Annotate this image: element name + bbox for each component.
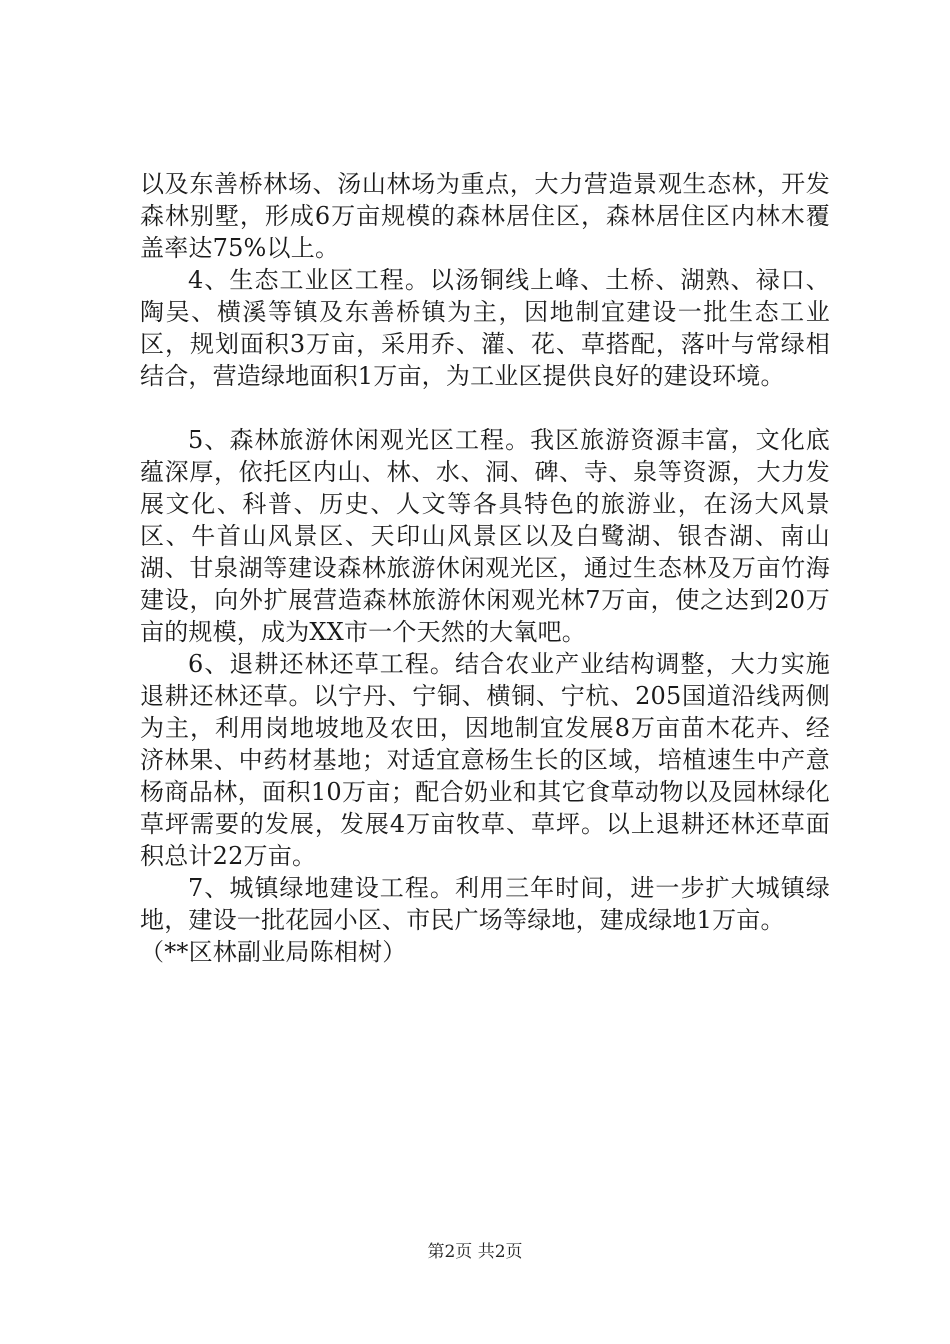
paragraph-item-7: 7、城镇绿地建设工程。利用三年时间，进一步扩大城镇绿地，建设一批花园小区、市民广场等绿地，建成绿地1万亩。 [140, 874, 830, 934]
paragraph-continuation: 以及东善桥林场、汤山林场为重点，大力营造景观生态林，开发森林别墅，形成6万亩规模的森林居住区，森林居住区内林木覆盖率达75%以上。 [140, 170, 830, 262]
page-footer [0, 1240, 950, 1264]
paragraph-item-5: 5、森林旅游休闲观光区工程。我区旅游资源丰富，文化底蕴深厚，依托区内山、林、水、洞、碑、寺、泉等资源，大力发展文化、科普、历史、人文等各具特色的旅游业，在汤大风景区、牛首山风景区、天印山风景区以及白鹭湖、银杏湖、南山湖、甘泉湖等建设森林旅游休闲观光区，通过生态林及万亩竹海建设，向外扩展营造森林旅游休闲观光林7万亩，使之达到20万亩的规模，成为XX市一个天然的大氧吧。 [140, 426, 830, 646]
author-note: （**区林副业局陈相树） [140, 938, 407, 966]
paragraph-item-4: 4、生态工业区工程。以汤铜线上峰、土桥、湖熟、禄口、陶吴、横溪等镇及东善桥镇为主，因地制宜建设一批生态工业区，规划面积3万亩，采用乔、灌、花、草搭配，落叶与常绿相结合，营造绿地面积1万亩，为工业区提供良好的建设环境。 [140, 266, 830, 390]
page-number: 第2页 共2页 [427, 1242, 523, 1262]
document-body [140, 168, 830, 968]
paragraph-item-6: 6、退耕还林还草工程。结合农业产业结构调整，大力实施退耕还林还草。以宁丹、宁铜、横铜、宁杭、205国道沿线两侧为主，利用岗地坡地及农田，因地制宜发展8万亩苗木花卉、经济林果、中药材基地；对适宜意杨生长的区域，培植速生中产意杨商品林，面积10万亩；配合奶业和其它食草动物以及园林绿化草坪需要的发展，发展4万亩牧草、草坪。以上退耕还林还草面积总计22万亩。 [140, 650, 830, 870]
